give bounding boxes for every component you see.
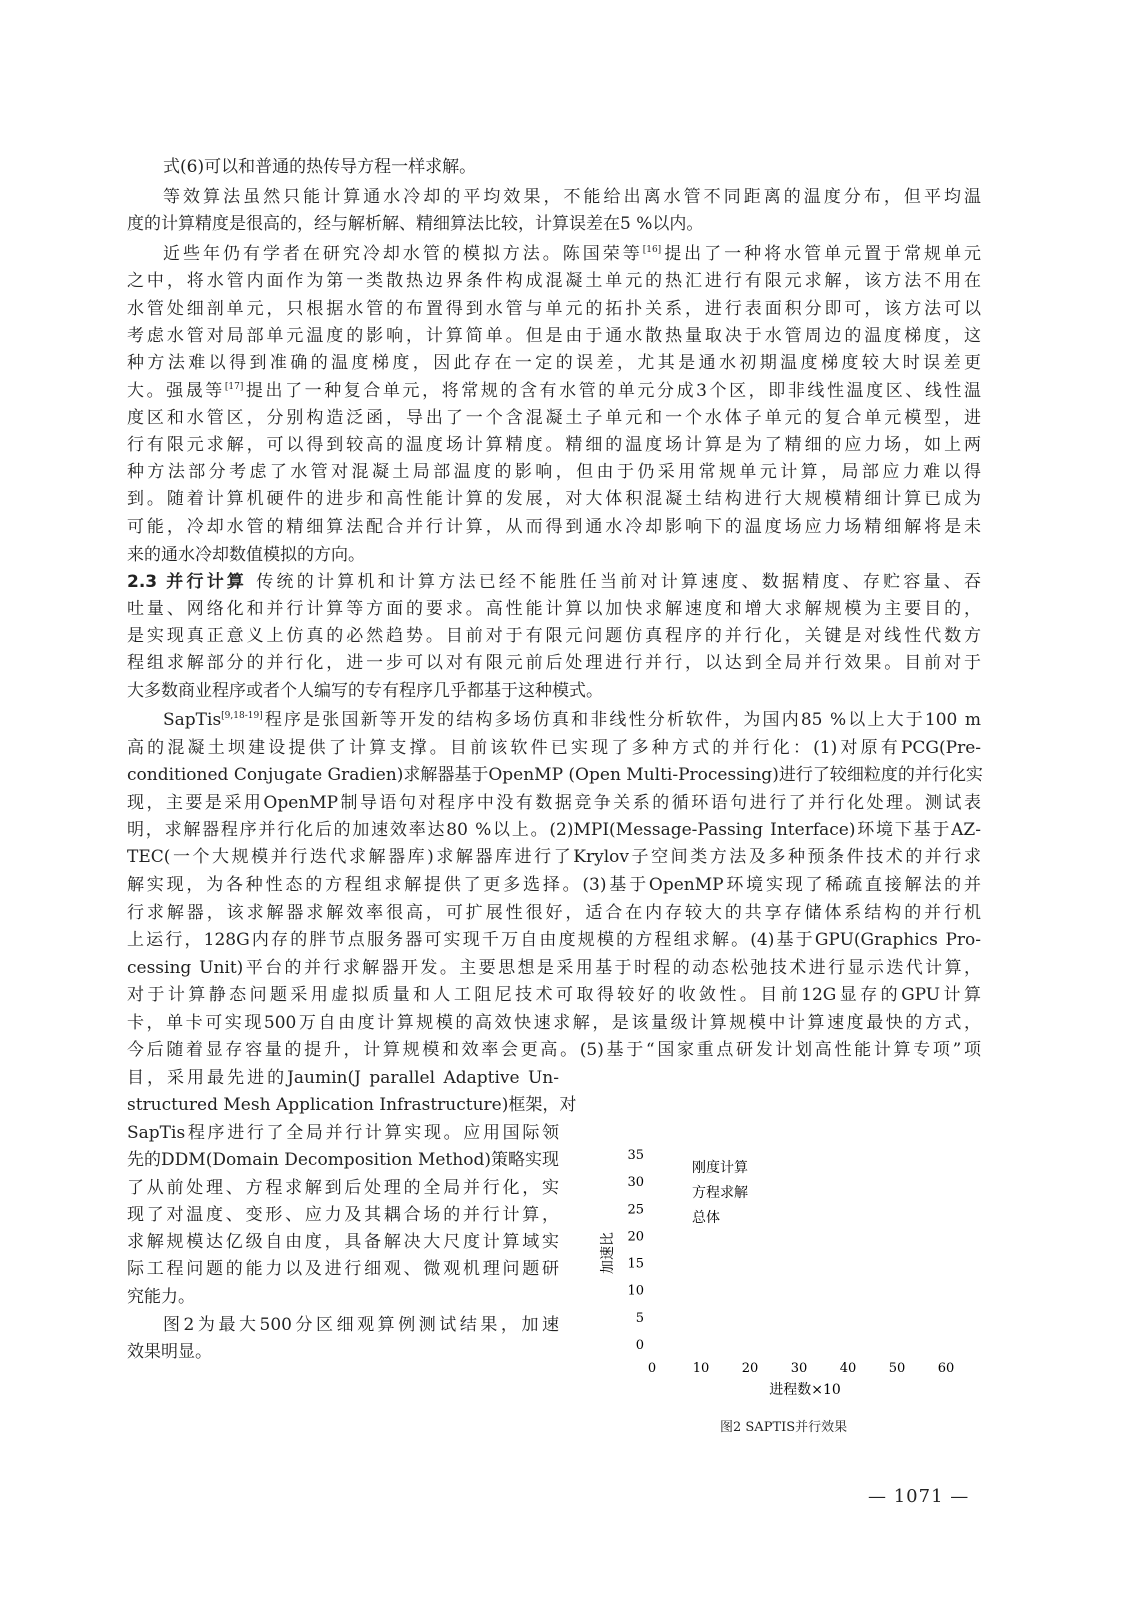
line-text: 水管处细剖单元，只根据水管的布置得到水管与单元的拓扑关系，进行表面积分即可，该方法可以 xyxy=(127,299,981,319)
y-tick-label: 20 xyxy=(627,1229,644,1245)
legend-entry: 方程求解 xyxy=(692,1185,748,1201)
text-line xyxy=(127,985,981,1005)
line-text: conditioned Conjugate Gradien)求解器基于OpenMP (Open Multi-Processing)进行了较细粒度的并行化实 xyxy=(127,765,983,785)
line-text: 考虑水管对局部单元温度的影响，计算简单。但是由于通水散热量取决于水管周边的温度梯度，这 xyxy=(127,326,981,346)
line-text: 目，采用最先进的Jaumin(J parallel Adaptive Un- xyxy=(127,1068,559,1088)
y-tick-label: 10 xyxy=(627,1283,644,1299)
line-text: 现，主要是采用OpenMP制导语句对程序中没有数据竞争关系的循环语句进行了并行化处理。测试表 xyxy=(127,793,981,813)
line-text: 际工程问题的能力以及进行细观、微观机理问题研 xyxy=(127,1259,559,1279)
text-line xyxy=(127,1040,981,1060)
legend-entry: 总体 xyxy=(692,1210,720,1226)
x-tick-label: 40 xyxy=(839,1361,857,1376)
line-text: cessing Unit)平台的并行求解器开发。主要思想是采用基于时程的动态松弛技术进行显示迭代计算， xyxy=(127,958,981,978)
text-line xyxy=(127,958,981,978)
figure-caption: 图2 SAPTIS并行效果 xyxy=(720,1420,848,1435)
line-text: structured Mesh Application Infrastructure)框架，对 xyxy=(127,1095,577,1115)
x-tick-label: 20 xyxy=(741,1361,759,1376)
text-line xyxy=(127,1013,981,1033)
y-tick-label: 25 xyxy=(627,1202,644,1218)
line-text: 今后随着显存容量的提升，计算规模和效率会更高。(5)基于“国家重点研发计划高性能计算专项”项 xyxy=(127,1040,981,1060)
text-line xyxy=(127,1068,559,1088)
text-line xyxy=(127,381,981,401)
text-line xyxy=(127,599,981,619)
text-line xyxy=(163,710,981,730)
y-tick-label: 5 xyxy=(635,1310,644,1326)
line-text: 之中，将水管内面作为第一类散热边界条件构成混凝土单元的热汇进行有限元求解，该方法不用在 xyxy=(127,271,981,291)
line-text: 近些年仍有学者在研究冷却水管的模拟方法。陈国荣等[16]提出了一种将水管单元置于常规单元 xyxy=(163,244,982,264)
text-line xyxy=(127,1123,559,1143)
text-line xyxy=(127,353,981,373)
text-line xyxy=(127,517,981,537)
line-text: 上运行，128G内存的胖节点服务器可实现千万自由度规模的方程组求解。(4)基于GPU(Graphics Pro- xyxy=(127,930,981,950)
text-line xyxy=(127,1205,559,1225)
x-tick-label: 10 xyxy=(692,1361,710,1376)
text-line xyxy=(163,157,981,177)
line-text: 是实现真正意义上仿真的必然趋势。目前对于有限元问题仿真程序的并行化，关键是对线性代数方 xyxy=(127,626,981,646)
line-text: SapTis[9,18-19]程序是张国新等开发的结构多场仿真和非线性分析软件，为国内85 %以上大于100 m xyxy=(163,710,981,730)
line-text: 卡，单卡可实现500万自由度计算规模的高效快速求解，是该量级计算规模中计算速度最快的方式， xyxy=(127,1013,981,1033)
chart-xlabel: 进程数×10 xyxy=(769,1382,841,1398)
line-text: 度的计算精度是很高的，经与解析解、精细算法比较，计算误差在5 %以内。 xyxy=(127,214,704,234)
section-heading: 2.3 并行计算 xyxy=(127,572,257,592)
text-line xyxy=(127,903,981,923)
text-line xyxy=(127,681,981,701)
y-tick-label: 15 xyxy=(627,1256,644,1272)
text-line xyxy=(163,244,981,264)
speedup-chart xyxy=(590,1148,1000,1448)
line-text: 明，求解器程序并行化后的加速效率达80 %以上。(2)MPI(Message-Passing Interface)环境下基于AZ- xyxy=(127,820,981,840)
text-line xyxy=(127,214,981,234)
line-text: 先的DDM(Domain Decomposition Method)策略实现 xyxy=(127,1150,559,1170)
line-text: 吐量、网络化和并行计算等方面的要求。高性能计算以加快求解速度和增大求解规模为主要目的， xyxy=(127,599,981,619)
line-text: 对于计算静态问题采用虚拟质量和人工阻尼技术可取得较好的收敛性。目前12G显存的GPU计算 xyxy=(127,985,981,1005)
text-line xyxy=(127,875,981,895)
line-text: 大多数商业程序或者个人编写的专有程序几乎都基于这种模式。 xyxy=(127,681,603,701)
line-text: 图2为最大500分区细观算例测试结果，加速 xyxy=(163,1315,559,1335)
x-tick-label: 30 xyxy=(790,1361,808,1376)
text-line xyxy=(127,462,981,482)
line-text: 解实现，为各种性态的方程组求解提供了更多选择。(3)基于OpenMP环境实现了稀疏直接解法的并 xyxy=(127,875,981,895)
line-text: 等效算法虽然只能计算通水冷却的平均效果，不能给出离水管不同距离的温度分布，但平均温 xyxy=(163,187,981,207)
line-text: SapTis程序进行了全局并行计算实现。应用国际领 xyxy=(127,1123,559,1143)
text-line xyxy=(127,326,981,346)
text-line xyxy=(127,765,981,785)
text-line xyxy=(127,930,981,950)
text-line xyxy=(127,1178,559,1198)
line-text: 到。随着计算机硬件的进步和高性能计算的发展，对大体积混凝土结构进行大规模精细计算已成为 xyxy=(127,489,981,509)
text-line xyxy=(127,545,981,565)
line-text: 可能，冷却水管的精细算法配合并行计算，从而得到通水冷却影响下的温度场应力场精细解将是未 xyxy=(127,517,981,537)
line-text: 式(6)可以和普通的热传导方程一样求解。 xyxy=(163,157,477,177)
text-line xyxy=(127,1232,559,1252)
text-line xyxy=(127,1095,577,1115)
line-text: 效果明显。 xyxy=(127,1342,212,1362)
line-text: 了从前处理、方程求解到后处理的全局并行化，实 xyxy=(127,1178,559,1198)
text-line xyxy=(127,793,981,813)
y-tick-label: 30 xyxy=(627,1175,644,1191)
line-text: 程组求解部分的并行化，进一步可以对有限元前后处理进行并行，以达到全局并行效果。目前对于 xyxy=(127,653,981,673)
chart-ylabel: 加速比 xyxy=(600,1232,616,1274)
y-tick-label: 0 xyxy=(635,1338,644,1353)
x-tick-label: 60 xyxy=(937,1361,955,1376)
line-text: 种方法部分考虑了水管对混凝土局部温度的影响，但由于仍采用常规单元计算，局部应力难以得 xyxy=(127,462,981,482)
line-text: 究能力。 xyxy=(127,1287,195,1307)
page-number: — 1071 — xyxy=(868,1486,970,1507)
line-text: 大。强晟等[17]提出了一种复合单元，将常规的含有水管的单元分成3个区，即非线性温度区、线性温 xyxy=(127,381,981,401)
text-line xyxy=(127,572,981,592)
line-text: 行有限元求解，可以得到较高的温度场计算精度。精细的温度场计算是为了精细的应力场，如上两 xyxy=(127,435,981,455)
x-tick-label: 0 xyxy=(647,1361,657,1376)
line-text: 现了对温度、变形、应力及其耦合场的并行计算， xyxy=(127,1205,559,1225)
text-line xyxy=(127,408,981,428)
line-text: TEC(一个大规模并行迭代求解器库)求解器库进行了Krylov子空间类方法及多种预条件技术的并行求 xyxy=(127,847,981,867)
line-text: 高的混凝土坝建设提供了计算支撑。目前该软件已实现了多种方式的并行化：(1)对原有PCG(Pre- xyxy=(127,738,981,758)
text-line xyxy=(163,1315,559,1335)
line-text: 来的通水冷却数值模拟的方向。 xyxy=(127,545,365,565)
y-tick-label: 35 xyxy=(627,1148,644,1163)
text-line xyxy=(127,299,981,319)
text-line xyxy=(127,653,981,673)
line-text: 度区和水管区，分别构造泛函，导出了一个含混凝土子单元和一个水体子单元的复合单元模型，进 xyxy=(127,408,981,428)
text-line xyxy=(127,1342,559,1362)
legend-entry: 刚度计算 xyxy=(692,1160,748,1176)
line-text: 行求解器，该求解器求解效率很高，可扩展性很好，适合在内存较大的共享存储体系结构的并行机 xyxy=(127,903,981,923)
text-line xyxy=(127,820,981,840)
text-line xyxy=(127,738,981,758)
text-line xyxy=(127,489,981,509)
text-line xyxy=(127,435,981,455)
x-tick-label: 50 xyxy=(888,1361,906,1376)
line-text: 求解规模达亿级自由度，具备解决大尺度计算域实 xyxy=(127,1232,559,1252)
line-text: 传统的计算机和计算方法已经不能胜任当前对计算速度、数据精度、存贮容量、吞 xyxy=(256,572,982,592)
text-line xyxy=(127,847,981,867)
text-line xyxy=(127,1259,559,1279)
text-line xyxy=(127,1287,559,1307)
text-line xyxy=(127,626,981,646)
text-line xyxy=(163,187,981,207)
text-line xyxy=(127,1150,559,1170)
line-text: 种方法难以得到准确的温度梯度，因此存在一定的误差，尤其是通水初期温度梯度较大时误差更 xyxy=(127,353,981,373)
text-line xyxy=(127,271,981,291)
